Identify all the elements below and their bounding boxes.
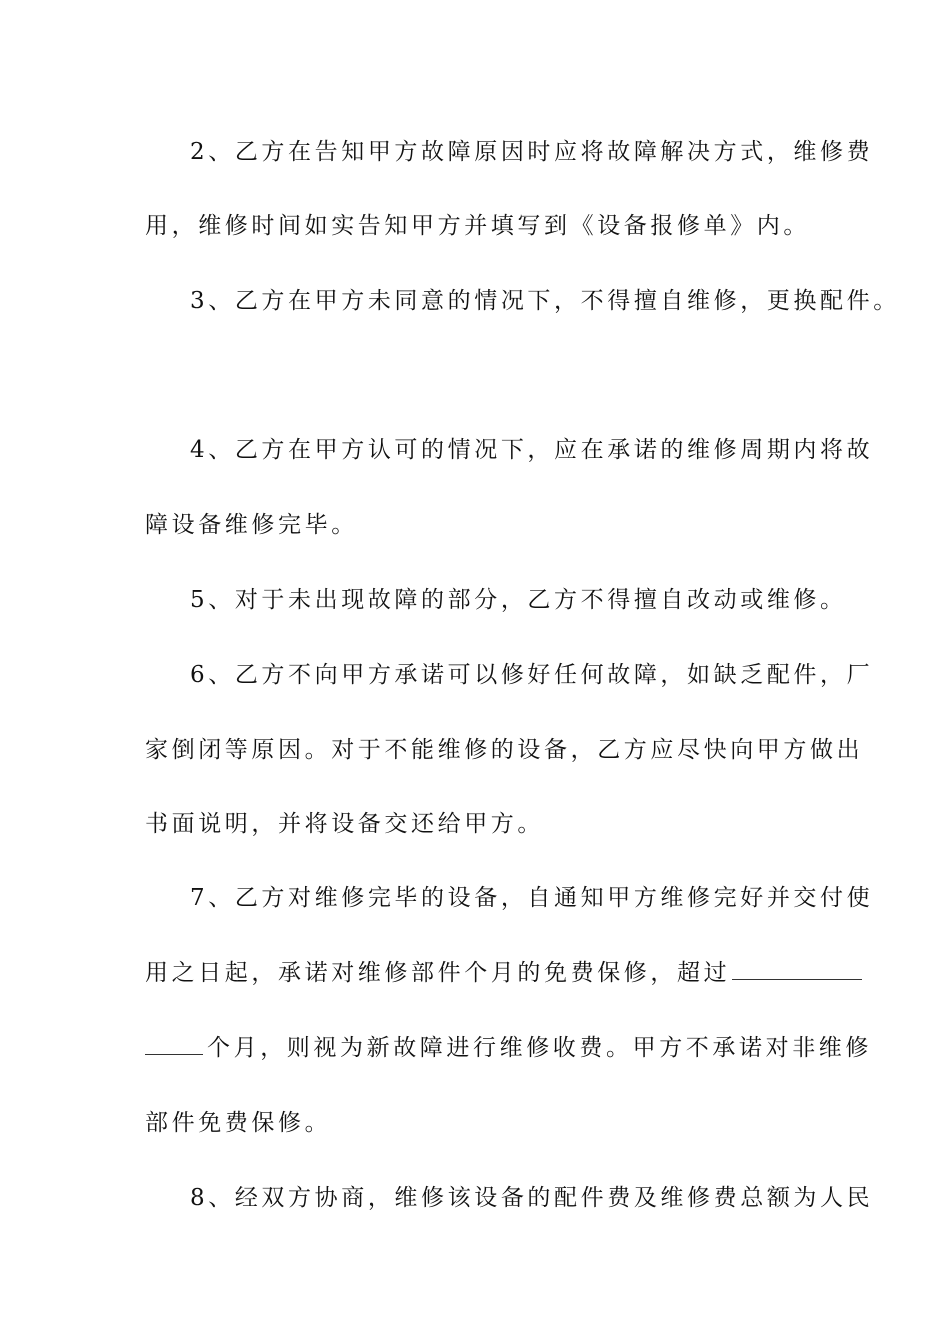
clause-6-line-1: 6、乙方不向甲方承诺可以修好任何故障，如缺乏配件，厂 (190, 662, 874, 688)
clause-4-line-2: 障设备维修完毕。 (145, 512, 358, 538)
clause-7-line-3-text: 个月，则视为新故障进行维修收费。甲方不承诺对非维修 (207, 1035, 872, 1061)
clause-2-line-1: 2、乙方在告知甲方故障原因时应将故障解决方式，维修费 (190, 139, 874, 165)
clause-7-line-3 (145, 1030, 872, 1066)
clause-7-line-2-text: 用之日起，承诺对维修部件个月的免费保修，超过 (145, 960, 731, 986)
clause-3-line-1: 3、乙方在甲方未同意的情况下，不得擅自维修，更换配件。 (190, 288, 900, 314)
fill-in-blank-months[interactable] (732, 955, 862, 980)
clause-7-line-4: 部件免费保修。 (145, 1110, 332, 1136)
fill-in-blank-months-continued[interactable] (145, 1030, 203, 1055)
clause-7-line-2 (145, 955, 810, 991)
clause-7-line-1: 7、乙方对维修完毕的设备，自通知甲方维修完好并交付使 (190, 885, 874, 911)
clause-8-line-1: 8、经双方协商，维修该设备的配件费及维修费总额为人民 (190, 1185, 874, 1211)
clause-4-line-1: 4、乙方在甲方认可的情况下，应在承诺的维修周期内将故 (190, 437, 874, 463)
clause-6-line-3: 书面说明，并将设备交还给甲方。 (145, 811, 544, 837)
clause-6-line-2: 家倒闭等原因。对于不能维修的设备，乙方应尽快向甲方做出 (145, 737, 864, 763)
clause-5-line-1: 5、对于未出现故障的部分，乙方不得擅自改动或维修。 (190, 587, 847, 613)
clause-2-line-2: 用，维修时间如实告知甲方并填写到《设备报修单》内。 (145, 213, 810, 239)
